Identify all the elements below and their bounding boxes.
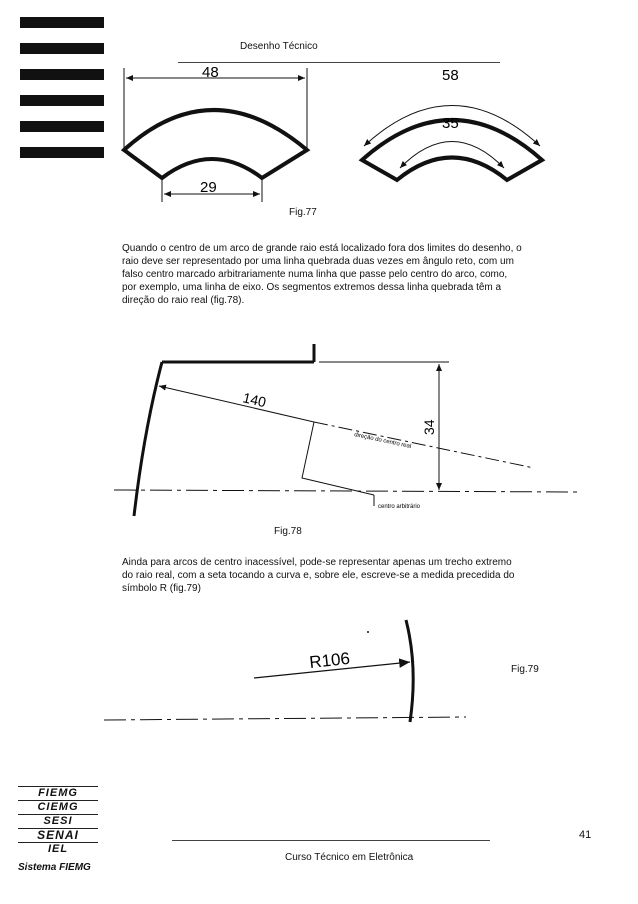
dim-inner-right: 35 (442, 115, 459, 132)
figure-77-caption: Fig.77 (289, 207, 317, 218)
left-arc-piece (124, 110, 307, 178)
stripe (20, 17, 104, 28)
stripe (20, 43, 104, 54)
dim-outer-right: 58 (442, 67, 459, 84)
dim-inner-left: 29 (200, 179, 217, 196)
stripe (20, 121, 104, 132)
figure-78-caption: Fig.78 (274, 526, 302, 537)
page-number: 41 (579, 829, 592, 841)
header-stripes-decoration (20, 17, 104, 173)
dim-outer-left: 48 (202, 64, 219, 81)
stripe (20, 95, 104, 106)
logo-item: SENAI (18, 828, 98, 842)
logo-item: SESI (18, 814, 98, 828)
stripe (20, 69, 104, 80)
paragraph-1: Quando o centro de um arco de grande raio está localizado fora dos limites do desenho, o raio deve ser representado por uma linha quebrada duas vezes em ângulo reto, com um falso centro marcado arbitrariamente numa linha que passe pelo centro do arco, como, por exemplo, uma linha de eixo. Os segmentos extremos dessa linha quebrada têm a direção do raio real (fig.78). (122, 243, 522, 306)
paragraph-2: Ainda para arcos de centro inacessível, pode-se representar apenas um trecho extremo do raio real, com a seta tocando a curva e, sobre ele, escreve-se a medida precedida do símbolo R (fig.79) (122, 557, 515, 594)
logo-caption: Sistema FIEMG (18, 862, 91, 873)
figure-79-caption: Fig.79 (511, 664, 539, 675)
dim-radius-78: 140 (241, 389, 268, 411)
logo-item: IEL (18, 842, 98, 856)
dim-radius-79: R106 (308, 648, 351, 672)
label-direcao-centro-real: direção do centro real (353, 432, 412, 451)
figure-79-drawing (104, 612, 474, 732)
footer-course: Curso Técnico em Eletrônica (285, 852, 414, 863)
dim-height: 34 (421, 419, 437, 435)
label-centro-arbitrario: centro arbitrário (378, 504, 421, 510)
figure-77-drawing (112, 60, 552, 220)
stripe (20, 147, 104, 158)
logo-item: FIEMG (18, 786, 98, 800)
figure-78-drawing (104, 340, 586, 520)
header-title: Desenho Técnico (240, 41, 318, 52)
footer-rule (172, 840, 490, 841)
logo-item: CIEMG (18, 800, 98, 814)
sistema-fiemg-logo (18, 786, 98, 873)
